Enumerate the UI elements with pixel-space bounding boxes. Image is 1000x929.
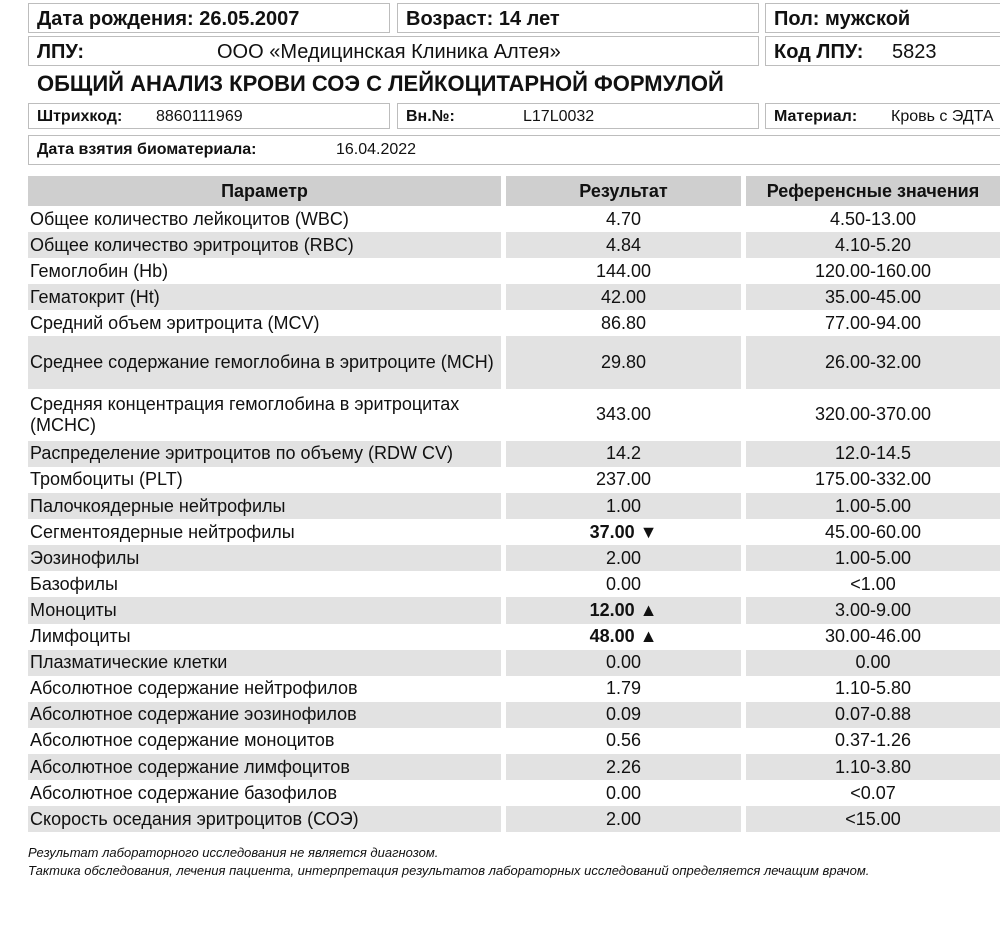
reference-cell: 1.00-5.00 — [741, 493, 1000, 519]
reference-cell: 0.37-1.26 — [741, 728, 1000, 754]
page-title: ОБЩИЙ АНАЛИЗ КРОВИ СОЭ С ЛЕЙКОЦИТАРНОЙ ФОРМУЛОЙ — [37, 71, 724, 96]
parameter-cell: Общее количество лейкоцитов (WBC) — [28, 206, 501, 232]
material-field — [765, 103, 1000, 129]
reference-cell: <1.00 — [741, 571, 1000, 597]
reference-cell: 120.00-160.00 — [741, 258, 1000, 284]
table-row — [28, 728, 1000, 754]
result-cell: 86.80 — [501, 310, 741, 336]
disclaimer-line: Результат лабораторного исследования не является диагнозом. — [28, 845, 439, 860]
table-row — [28, 336, 1000, 388]
reference-cell: 1.00-5.00 — [741, 545, 1000, 571]
parameter-cell: Лимфоциты — [28, 624, 501, 650]
parameter-cell: Скорость оседания эритроцитов (СОЭ) — [28, 806, 501, 832]
parameter-cell: Тромбоциты (PLT) — [28, 467, 501, 493]
result-cell: 29.80 — [501, 336, 741, 388]
table-row — [28, 702, 1000, 728]
parameter-cell: Абсолютное содержание моноцитов — [28, 728, 501, 754]
clinic-value: ООО «Медицинская Клиника Алтея» — [217, 41, 561, 63]
reference-cell: 26.00-32.00 — [741, 336, 1000, 388]
reference-cell: <15.00 — [741, 806, 1000, 832]
table-row — [28, 258, 1000, 284]
clinic-code-field — [765, 36, 1000, 66]
result-cell: 0.56 — [501, 728, 741, 754]
birth-date-value: 26.05.2007 — [199, 8, 300, 30]
reference-cell: 3.00-9.00 — [741, 597, 1000, 623]
parameter-cell: Гематокрит (Ht) — [28, 284, 501, 310]
table-row — [28, 467, 1000, 493]
reference-cell: 12.0-14.5 — [741, 441, 1000, 467]
reference-cell: 1.10-3.80 — [741, 754, 1000, 780]
parameter-cell: Моноциты — [28, 597, 501, 623]
result-cell: 0.00 — [501, 650, 741, 676]
clinic-field — [28, 36, 759, 66]
result-cell: 2.00 — [501, 806, 741, 832]
results-table — [28, 176, 1000, 832]
table-row — [28, 650, 1000, 676]
parameter-cell: Плазматические клетки — [28, 650, 501, 676]
result-cell-low: 37.00 ▼ — [501, 519, 741, 545]
result-cell: 4.70 — [501, 206, 741, 232]
table-row — [28, 597, 1000, 623]
result-cell: 42.00 — [501, 284, 741, 310]
reference-cell: 4.10-5.20 — [741, 232, 1000, 258]
reference-cell: 35.00-45.00 — [741, 284, 1000, 310]
table-row — [28, 806, 1000, 832]
table-row — [28, 206, 1000, 232]
table-row — [28, 754, 1000, 780]
reference-cell: <0.07 — [741, 780, 1000, 806]
parameter-cell: Гемоглобин (Hb) — [28, 258, 501, 284]
sex-field — [765, 3, 1000, 33]
parameter-cell: Палочкоядерные нейтрофилы — [28, 493, 501, 519]
barcode-field — [28, 103, 390, 129]
result-cell: 1.79 — [501, 676, 741, 702]
internal-number-value: L17L0032 — [523, 108, 595, 125]
parameter-cell: Абсолютное содержание нейтрофилов — [28, 676, 501, 702]
reference-cell: 45.00-60.00 — [741, 519, 1000, 545]
table-row — [28, 676, 1000, 702]
result-cell: 0.00 — [501, 571, 741, 597]
parameter-cell: Среднее содержание гемоглобина в эритроците (MCH) — [28, 336, 501, 388]
header-reference: Референсные значения — [741, 176, 1000, 206]
barcode-value: 8860111969 — [156, 108, 243, 125]
clinic-code-label: Код ЛПУ: — [774, 41, 864, 63]
result-cell: 343.00 — [501, 389, 741, 441]
result-cell: 14.2 — [501, 441, 741, 467]
table-row — [28, 441, 1000, 467]
result-cell: 4.84 — [501, 232, 741, 258]
parameter-cell: Средняя концентрация гемоглобина в эритроцитах (MCHC) — [28, 389, 501, 441]
table-row — [28, 232, 1000, 258]
parameter-cell: Абсолютное содержание базофилов — [28, 780, 501, 806]
parameter-cell: Абсолютное содержание эозинофилов — [28, 702, 501, 728]
table-row — [28, 624, 1000, 650]
clinic-label: ЛПУ: — [37, 41, 85, 63]
birth-date-field — [28, 3, 390, 33]
parameter-cell: Общее количество эритроцитов (RBC) — [28, 232, 501, 258]
table-row — [28, 545, 1000, 571]
disclaimer-line: Тактика обследования, лечения пациента, интерпретация результатов лабораторных исследований определяется лечащим врачом. — [28, 863, 870, 878]
result-cell: 0.09 — [501, 702, 741, 728]
table-row — [28, 310, 1000, 336]
reference-cell: 1.10-5.80 — [741, 676, 1000, 702]
result-cell-high: 12.00 ▲ — [501, 597, 741, 623]
result-cell: 2.26 — [501, 754, 741, 780]
parameter-cell: Сегментоядерные нейтрофилы — [28, 519, 501, 545]
reference-cell: 4.50-13.00 — [741, 206, 1000, 232]
age-label: Возраст: — [406, 8, 494, 30]
table-row — [28, 493, 1000, 519]
table-header-row — [28, 176, 1000, 206]
internal-number-field — [397, 103, 759, 129]
reference-cell: 320.00-370.00 — [741, 389, 1000, 441]
result-cell: 237.00 — [501, 467, 741, 493]
table-row — [28, 519, 1000, 545]
parameter-cell: Эозинофилы — [28, 545, 501, 571]
parameter-cell: Средний объем эритроцита (MCV) — [28, 310, 501, 336]
sex-value: мужской — [825, 8, 911, 30]
barcode-label: Штрихкод: — [37, 108, 123, 125]
sex-label: Пол: — [774, 8, 820, 30]
header-parameter: Параметр — [28, 176, 501, 206]
reference-cell: 77.00-94.00 — [741, 310, 1000, 336]
reference-cell: 0.00 — [741, 650, 1000, 676]
table-row — [28, 284, 1000, 310]
result-cell: 2.00 — [501, 545, 741, 571]
result-cell: 0.00 — [501, 780, 741, 806]
reference-cell: 30.00-46.00 — [741, 624, 1000, 650]
material-value: Кровь с ЭДТА — [891, 108, 994, 125]
clinic-code-value: 5823 — [892, 41, 937, 63]
parameter-cell: Абсолютное содержание лимфоцитов — [28, 754, 501, 780]
birth-date-label: Дата рождения: — [37, 8, 194, 30]
reference-cell: 175.00-332.00 — [741, 467, 1000, 493]
sample-date-label: Дата взятия биоматериала: — [37, 141, 257, 158]
result-cell: 1.00 — [501, 493, 741, 519]
header-result: Результат — [501, 176, 741, 206]
sample-date-field — [28, 135, 1000, 165]
material-label: Материал: — [774, 108, 858, 125]
age-field — [397, 3, 759, 33]
result-cell-high: 48.00 ▲ — [501, 624, 741, 650]
parameter-cell: Распределение эритроцитов по объему (RDW CV) — [28, 441, 501, 467]
table-row — [28, 571, 1000, 597]
reference-cell: 0.07-0.88 — [741, 702, 1000, 728]
table-row — [28, 780, 1000, 806]
parameter-cell: Базофилы — [28, 571, 501, 597]
table-row — [28, 389, 1000, 441]
internal-number-label: Вн.№: — [406, 108, 455, 125]
age-value: 14 лет — [498, 8, 560, 30]
disclaimer-notes — [28, 844, 869, 880]
sample-date-value: 16.04.2022 — [336, 141, 417, 158]
result-cell: 144.00 — [501, 258, 741, 284]
